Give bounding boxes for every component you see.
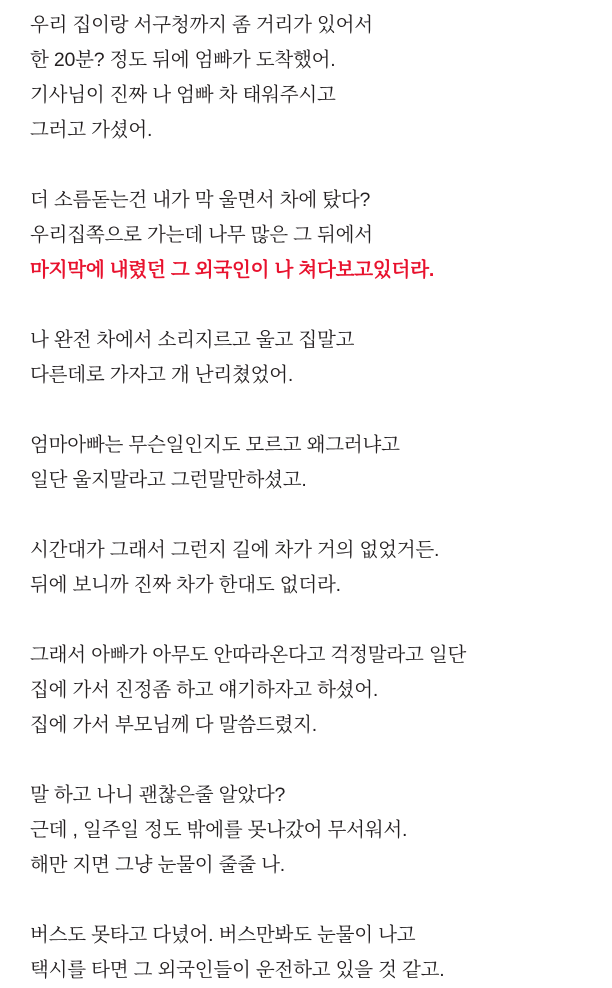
text-line: 집에 가서 부모님께 다 말씀드렸지.: [30, 714, 318, 736]
text-line: 우리 집이랑 서구청까지 좀 거리가 있어서: [30, 14, 373, 36]
highlighted-text-line: 마지막에 내렸던 그 외국인이 나 쳐다보고있더라.: [30, 259, 435, 281]
text-line: 근데 , 일주일 정도 밖에를 못나갔어 무서워서.: [30, 819, 408, 841]
text-line: 뒤에 보니까 진짜 차가 한대도 없더라.: [30, 574, 341, 596]
text-line: 우리집쪽으로 가는데 나무 많은 그 뒤에서: [30, 224, 373, 246]
text-line: 나 완전 차에서 소리지르고 울고 집말고: [30, 329, 355, 351]
text-line: 다른데로 가자고 개 난리쳤었어.: [30, 364, 294, 386]
paragraph: [30, 428, 590, 498]
text-line: 집에 가서 진정좀 하고 얘기하자고 하셨어.: [30, 679, 379, 701]
text-line: 그러고 가셨어.: [30, 119, 153, 141]
text-line: 버스도 못타고 다녔어. 버스만봐도 눈물이 나고: [30, 924, 416, 946]
text-line: 엄마아빠는 무슨일인지도 모르고 왜그러냐고: [30, 434, 400, 456]
paragraph: [30, 533, 590, 603]
paragraph: [30, 8, 590, 148]
text-line: 한 20분? 정도 뒤에 엄빠가 도착했어.: [30, 49, 336, 71]
paragraph: [30, 778, 590, 883]
text-line: 시간대가 그래서 그런지 길에 차가 거의 없었거든.: [30, 539, 440, 561]
text-line: 말 하고 나니 괜찮은줄 알았다?: [30, 784, 286, 806]
paragraph: [30, 183, 590, 288]
text-line: 기사님이 진짜 나 엄빠 차 태워주시고: [30, 84, 336, 106]
paragraph: [30, 323, 590, 393]
text-line: 그래서 아빠가 아무도 안따라온다고 걱정말라고 일단: [30, 644, 467, 666]
text-line: 일단 울지말라고 그런말만하셨고.: [30, 469, 307, 491]
text-line: 해만 지면 그냥 눈물이 줄줄 나.: [30, 854, 285, 876]
text-line: 더 소름돋는건 내가 막 울면서 차에 탔다?: [30, 189, 371, 211]
paragraph: [30, 638, 590, 743]
story-body: [30, 8, 590, 988]
paragraph: [30, 918, 590, 988]
text-line: 택시를 타면 그 외국인들이 운전하고 있을 것 같고.: [30, 959, 445, 981]
